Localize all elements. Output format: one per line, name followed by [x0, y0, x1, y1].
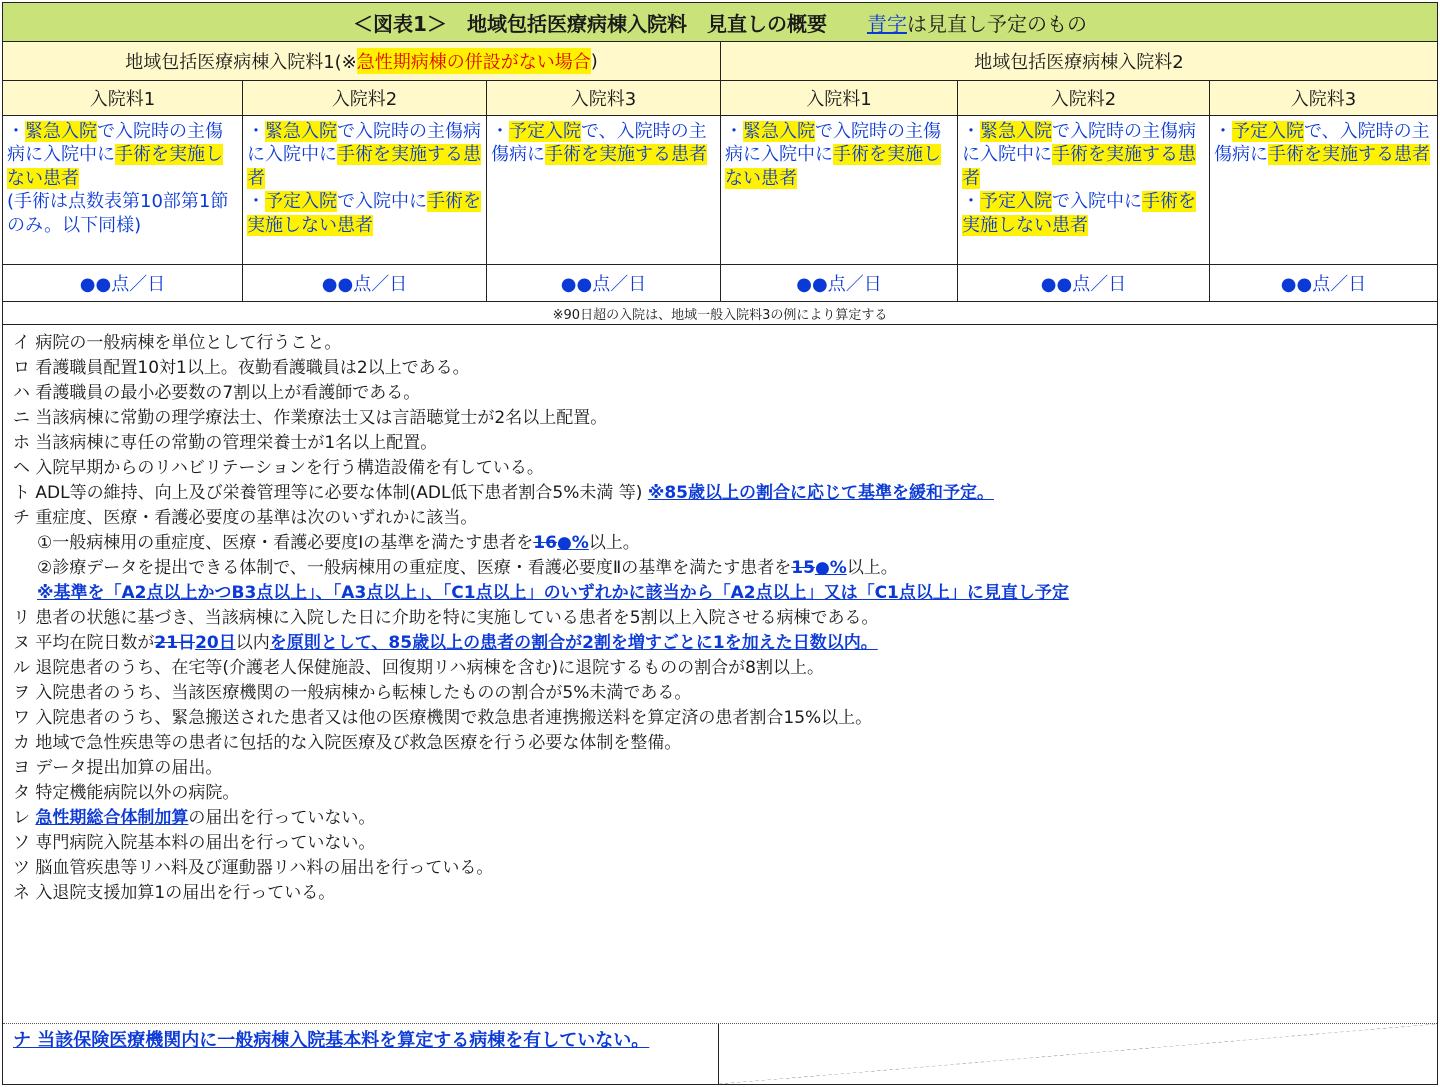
requirement-item: チ 重症度、医療・看護必要度の基準は次のいずれかに該当。: [13, 508, 478, 528]
requirement-item: ホ 当該病棟に専任の常勤の管理栄養士が1名以上配置。: [13, 433, 438, 453]
header-cell: 入院料3: [1290, 89, 1357, 110]
points-cell: ●●点／日: [721, 265, 958, 301]
requirement-new-item: ナ 当該保険医療機関内に一般病棟入院基本料を算定する病棟を有していない。: [3, 1024, 719, 1084]
header-cell: 入院料2: [958, 81, 1210, 115]
requirement-item: ハ 看護職員の最小必要数の7割以上が看護師である。: [13, 383, 421, 403]
requirement-subitem: ①一般病棟用の重症度、医療・看護必要度Ⅰの基準を満たす患者を16●%以上。: [37, 533, 640, 553]
header-cell: 入院料2: [243, 81, 487, 115]
header-cell: 入院料1: [3, 81, 243, 115]
page-title: ＜図表1＞ 地域包括医療病棟入院料 見直しの概要: [353, 11, 827, 36]
requirement-subitem: ②診療データを提出できる体制で、一般病棟用の重症度、医療・看護必要度Ⅱの基準を満たす患者を15●%以上。: [37, 558, 898, 578]
requirement-item: リ 患者の状態に基づき、当該病棟に入院した日に介助を特に実施している患者を5割以上入院させる病棟である。: [13, 608, 879, 628]
description-cell: ・緊急入院で入院時の主傷病に入院中に手術を実施する患者 ・予定入院で入院中に手術を実施しない患者: [243, 116, 487, 264]
requirement-item: ソ 専門病院入院基本料の届出を行っていない。: [13, 833, 376, 853]
requirement-item: ワ 入院患者のうち、緊急搬送された患者又は他の医療機関で救急患者連携搬送料を算定済の患者割合15%以上。: [13, 708, 873, 728]
requirements-list: [3, 325, 1437, 906]
title-bar: [3, 3, 1437, 42]
dotted-diagonal: [719, 1024, 1437, 1084]
description-cell: ・緊急入院で入院時の主傷病に入院中に手術を実施しない患者 (手術は点数表第10部第1節のみ。以下同様): [3, 116, 243, 264]
header-row: [3, 81, 1437, 116]
requirement-item: ロ 看護職員配置10対1以上。夜勤看護職員は2以上である。: [13, 358, 470, 378]
category-1-condition: 急性期病棟の併設がない場合: [357, 48, 591, 74]
points-cell: ●●点／日: [958, 265, 1210, 301]
requirement-item: タ 特定機能病院以外の病院。: [13, 783, 240, 803]
points-row: [3, 265, 1437, 302]
requirement-item: ヲ 入院患者のうち、当該医療機関の一般病棟から転棟したものの割合が5%未満である。: [13, 683, 692, 703]
requirement-item: ヌ 平均在院日数が21日20日以内を原則として、85歳以上の患者の割合が2割を増すごとに1を加えた日数以内。: [13, 633, 878, 653]
requirement-item: ト ADL等の維持、向上及び栄養管理等に必要な体制(ADL低下患者割合5%未満 等) ※85歳以上の割合に応じて基準を緩和予定。: [13, 483, 995, 503]
category-row: [3, 42, 1437, 81]
category-2: 地域包括医療病棟入院料2: [974, 52, 1184, 73]
points-cell: ●●点／日: [243, 265, 487, 301]
points-cell: ●●点／日: [487, 265, 721, 301]
requirement-item: ヘ 入院早期からのリハビリテーションを行う構造設備を有している。: [13, 458, 544, 478]
description-cell: ・予定入院で、入院時の主傷病に手術を実施する患者: [487, 116, 721, 264]
note-90days: ※90日超の入院は、地域一般入院料3の例により算定する: [3, 302, 1437, 325]
header-cell: 入院料1: [721, 81, 958, 115]
requirement-item: ネ 入退院支援加算1の届出を行っている。: [13, 883, 336, 903]
overview-table: [2, 2, 1438, 1085]
requirement-item: ヨ データ提出加算の届出。: [13, 758, 223, 778]
requirement-note: ※基準を「A2点以上かつB3点以上」、「A3点以上」、「C1点以上」のいずれかに該当から「A2点以上」又は「C1点以上」に見直し予定: [37, 583, 1069, 603]
category-1: 地域包括医療病棟入院料1(※ 急性期病棟の併設がない場合 ): [3, 42, 721, 80]
description-cell: ・緊急入院で入院時の主傷病に入院中に手術を実施しない患者: [721, 116, 958, 264]
requirement-item: ニ 当該病棟に常勤の理学療法士、作業療法士又は言語聴覚士が2名以上配置。: [13, 408, 608, 428]
requirement-item: カ 地域で急性疾患等の患者に包括的な入院医療及び救急医療を行う必要な体制を整備。: [13, 733, 682, 753]
empty-cell: [719, 1024, 1437, 1084]
requirement-item: イ 病院の一般病棟を単位として行うこと。: [13, 333, 342, 353]
points-cell: ●●点／日: [1280, 274, 1367, 295]
requirement-item: ツ 脳血管疾患等リハ料及び運動器リハ料の届出を行っている。: [13, 858, 494, 878]
description-cell: ・緊急入院で入院時の主傷病に入院中に手術を実施する患者 ・予定入院で入院中に手術を実施しない患者: [958, 116, 1210, 264]
requirement-item: ル 退院患者のうち、在宅等(介護老人保健施設、回復期リハ病棟を含む)に退院するものの割合が8割以上。: [13, 658, 824, 678]
header-cell: 入院料3: [487, 81, 721, 115]
requirement-item: レ 急性期総合体制加算の届出を行っていない。: [13, 808, 376, 828]
legend-text: は見直し予定のもの: [906, 11, 1087, 36]
legend-blue-text: 青字: [866, 11, 907, 36]
points-cell: ●●点／日: [3, 265, 243, 301]
bottom-row: [3, 1023, 1437, 1084]
description-cell: ・予定入院で、入院時の主傷病に手術を実施する患者: [1214, 121, 1430, 166]
description-row: [3, 116, 1437, 265]
